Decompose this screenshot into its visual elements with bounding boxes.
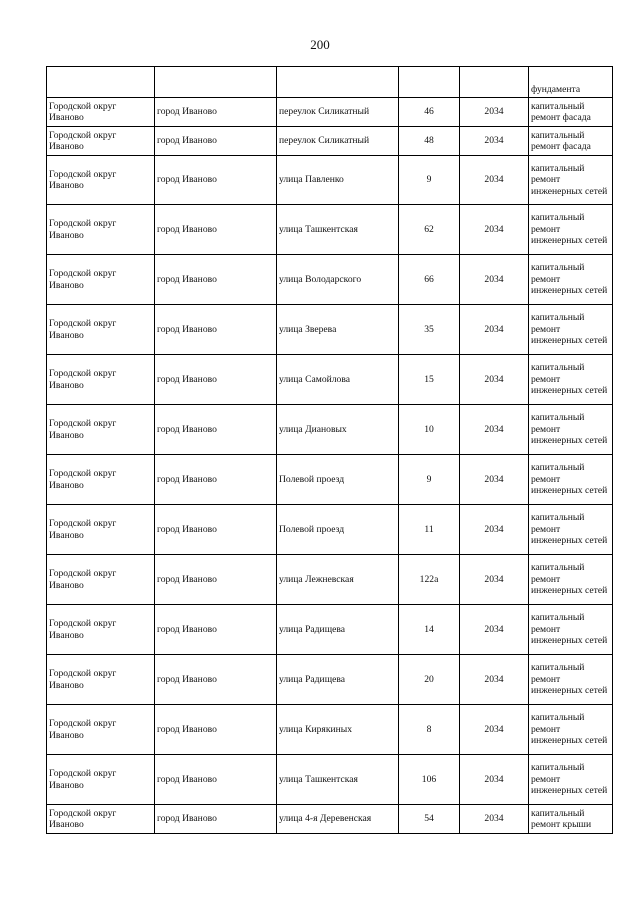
cell-locality: город Иваново <box>155 655 277 705</box>
cell-locality: город Иваново <box>155 555 277 605</box>
cell-street: Полевой проезд <box>277 505 399 555</box>
cell-municipality: Городской округ Иваново <box>47 156 155 205</box>
cell-street: улица Ташкентская <box>277 205 399 255</box>
cell-work-type: капитальный ремонт инженерных сетей <box>529 355 613 405</box>
cell-year: 2034 <box>460 755 529 805</box>
cell-locality <box>155 67 277 98</box>
cell-street: улица Диановых <box>277 405 399 455</box>
cell-work-type: капитальный ремонт инженерных сетей <box>529 455 613 505</box>
table-row <box>47 805 613 834</box>
cell-locality: город Иваново <box>155 755 277 805</box>
cell-house-number: 35 <box>399 305 460 355</box>
cell-work-type: капитальный ремонт фасада <box>529 127 613 156</box>
cell-year <box>460 67 529 98</box>
cell-locality: город Иваново <box>155 98 277 127</box>
cell-locality: город Иваново <box>155 805 277 834</box>
cell-work-type: капитальный ремонт инженерных сетей <box>529 755 613 805</box>
table-row <box>47 127 613 156</box>
cell-locality: город Иваново <box>155 205 277 255</box>
table-row <box>47 156 613 205</box>
table-row <box>47 655 613 705</box>
cell-work-type: капитальный ремонт инженерных сетей <box>529 605 613 655</box>
table-row <box>47 355 613 405</box>
table-row <box>47 255 613 305</box>
cell-work-type: капитальный ремонт инженерных сетей <box>529 255 613 305</box>
cell-year: 2034 <box>460 555 529 605</box>
table-row <box>47 455 613 505</box>
cell-locality: город Иваново <box>155 705 277 755</box>
cell-street: улица Ташкентская <box>277 755 399 805</box>
table-row <box>47 98 613 127</box>
cell-locality: город Иваново <box>155 255 277 305</box>
cell-year: 2034 <box>460 405 529 455</box>
cell-municipality: Городской округ Иваново <box>47 355 155 405</box>
table-row <box>47 555 613 605</box>
cell-municipality: Городской округ Иваново <box>47 505 155 555</box>
cell-municipality: Городской округ Иваново <box>47 98 155 127</box>
table-row <box>47 205 613 255</box>
cell-house-number <box>399 67 460 98</box>
cell-street: улица Павленко <box>277 156 399 205</box>
cell-year: 2034 <box>460 355 529 405</box>
cell-year: 2034 <box>460 205 529 255</box>
cell-municipality: Городской округ Иваново <box>47 755 155 805</box>
cell-municipality: Городской округ Иваново <box>47 455 155 505</box>
table-row-continuation <box>47 67 613 98</box>
cell-municipality: Городской округ Иваново <box>47 305 155 355</box>
cell-street: переулок Силикатный <box>277 127 399 156</box>
cell-street: улица Володарского <box>277 255 399 305</box>
cell-municipality: Городской округ Иваново <box>47 805 155 834</box>
cell-street: Полевой проезд <box>277 455 399 505</box>
cell-year: 2034 <box>460 505 529 555</box>
cell-house-number: 10 <box>399 405 460 455</box>
cell-street: улица Лежневская <box>277 555 399 605</box>
cell-house-number: 20 <box>399 655 460 705</box>
cell-municipality: Городской округ Иваново <box>47 405 155 455</box>
cell-work-type: фундамента <box>529 67 613 98</box>
page-number: 200 <box>310 37 330 52</box>
cell-house-number: 106 <box>399 755 460 805</box>
table-row <box>47 705 613 755</box>
cell-work-type: капитальный ремонт инженерных сетей <box>529 505 613 555</box>
cell-year: 2034 <box>460 455 529 505</box>
cell-year: 2034 <box>460 127 529 156</box>
table-row <box>47 605 613 655</box>
cell-locality: город Иваново <box>155 505 277 555</box>
cell-locality: город Иваново <box>155 127 277 156</box>
cell-locality: город Иваново <box>155 156 277 205</box>
cell-year: 2034 <box>460 98 529 127</box>
cell-work-type: капитальный ремонт инженерных сетей <box>529 156 613 205</box>
repair-schedule-table <box>46 66 613 834</box>
cell-street: улица Самойлова <box>277 355 399 405</box>
cell-street: улица Радищева <box>277 655 399 705</box>
cell-street: улица Зверева <box>277 305 399 355</box>
cell-street <box>277 67 399 98</box>
cell-locality: город Иваново <box>155 405 277 455</box>
cell-street: улица Кирякиных <box>277 705 399 755</box>
cell-house-number: 62 <box>399 205 460 255</box>
cell-year: 2034 <box>460 305 529 355</box>
table-row <box>47 405 613 455</box>
cell-year: 2034 <box>460 255 529 305</box>
cell-work-type: капитальный ремонт крыши <box>529 805 613 834</box>
cell-work-type: капитальный ремонт инженерных сетей <box>529 405 613 455</box>
cell-work-type: капитальный ремонт инженерных сетей <box>529 205 613 255</box>
cell-street: улица 4-я Деревенская <box>277 805 399 834</box>
cell-municipality: Городской округ Иваново <box>47 255 155 305</box>
cell-work-type: капитальный ремонт инженерных сетей <box>529 655 613 705</box>
cell-house-number: 9 <box>399 156 460 205</box>
cell-work-type: капитальный ремонт инженерных сетей <box>529 705 613 755</box>
cell-year: 2034 <box>460 805 529 834</box>
table-body <box>47 67 613 834</box>
cell-locality: город Иваново <box>155 355 277 405</box>
cell-house-number: 15 <box>399 355 460 405</box>
cell-house-number: 14 <box>399 605 460 655</box>
cell-municipality: Городской округ Иваново <box>47 605 155 655</box>
cell-locality: город Иваново <box>155 605 277 655</box>
cell-work-type: капитальный ремонт фасада <box>529 98 613 127</box>
cell-house-number: 122а <box>399 555 460 605</box>
cell-work-type: капитальный ремонт инженерных сетей <box>529 555 613 605</box>
cell-municipality: Городской округ Иваново <box>47 655 155 705</box>
cell-municipality: Городской округ Иваново <box>47 555 155 605</box>
cell-house-number: 9 <box>399 455 460 505</box>
cell-street: переулок Силикатный <box>277 98 399 127</box>
table-row <box>47 755 613 805</box>
table-row <box>47 305 613 355</box>
cell-year: 2034 <box>460 705 529 755</box>
cell-municipality <box>47 67 155 98</box>
cell-year: 2034 <box>460 605 529 655</box>
cell-house-number: 48 <box>399 127 460 156</box>
cell-house-number: 66 <box>399 255 460 305</box>
table-row <box>47 505 613 555</box>
cell-municipality: Городской округ Иваново <box>47 127 155 156</box>
cell-house-number: 54 <box>399 805 460 834</box>
cell-house-number: 46 <box>399 98 460 127</box>
cell-year: 2034 <box>460 156 529 205</box>
cell-house-number: 8 <box>399 705 460 755</box>
cell-street: улица Радищева <box>277 605 399 655</box>
cell-municipality: Городской округ Иваново <box>47 205 155 255</box>
cell-work-type: капитальный ремонт инженерных сетей <box>529 305 613 355</box>
cell-year: 2034 <box>460 655 529 705</box>
cell-municipality: Городской округ Иваново <box>47 705 155 755</box>
cell-locality: город Иваново <box>155 305 277 355</box>
cell-locality: город Иваново <box>155 455 277 505</box>
cell-house-number: 11 <box>399 505 460 555</box>
